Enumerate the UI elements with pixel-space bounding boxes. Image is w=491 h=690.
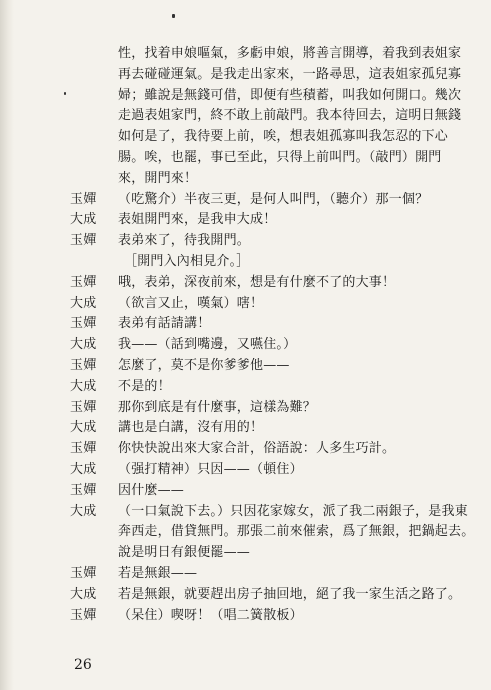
speaker-name: 大成: [70, 212, 97, 228]
script-line: [70, 460, 470, 481]
dialogue-text: 表姐開門來，是我申大成！: [118, 212, 277, 228]
script-line: [70, 502, 470, 523]
speaker-name: 玉嬋: [70, 482, 97, 498]
dialogue-text: 婦；雖說是無錢可借，即便有些積蓄，叫我如何開口。幾次: [118, 87, 462, 103]
script-line: [70, 522, 475, 543]
script-line: [70, 356, 470, 377]
dialogue-text: 因什麼——: [118, 482, 185, 498]
dialogue-text: 來，開門來！: [118, 170, 198, 186]
dialogue-text: 奔西走，借貸無門。那張二前來催索，爲了無銀，把鍋起去。: [118, 524, 475, 540]
dialogue-text: 若是無銀——: [118, 565, 198, 581]
print-speck: [64, 92, 66, 95]
speaker-name: 玉嬋: [70, 316, 97, 332]
speaker-name: 大成: [70, 420, 97, 436]
speaker-name: 玉嬋: [70, 233, 97, 249]
speaker-name: 大成: [70, 586, 97, 602]
script-line: [70, 252, 470, 273]
dialogue-text: 性，找着申娘嘔氣，多虧申娘，將善言開導，着我到表姐家: [118, 46, 462, 61]
script-line: [70, 148, 470, 169]
dialogue-text: （一口氣說下去。）只因花家嫁女，派了我二兩銀子，是我東: [118, 503, 468, 519]
stage-direction: ［開門入內相見介。］: [124, 253, 250, 269]
script-text: [70, 44, 475, 626]
speaker-name: 大成: [70, 337, 97, 353]
script-line: [70, 127, 470, 148]
dialogue-text: 再去碰碰運氣。是我走出家來，一路尋思，這表姐家孤兒寡: [118, 66, 462, 82]
dialogue-text: 若是無銀，就要趕出房子抽回地，絕了我一家生活之路了。: [118, 586, 462, 602]
script-line: [70, 314, 470, 335]
script-line: [70, 439, 470, 460]
dialogue-text: 說是明日有銀便罷——: [118, 545, 251, 561]
script-line: [70, 294, 470, 315]
speaker-name: 玉嬋: [70, 607, 97, 623]
script-line: [70, 65, 470, 86]
script-line: [70, 585, 470, 606]
script-line: [70, 543, 470, 564]
script-line: [70, 418, 470, 439]
speaker-name: 玉嬋: [70, 399, 97, 415]
dialogue-text: 腸。唉，也罷，事已至此，只得上前叫門。（敲門）開門: [118, 149, 442, 165]
script-line: [70, 106, 470, 127]
dialogue-text: 如何是了，我待要上前，唉，想表姐孤寡叫我怎忍的下心: [118, 129, 449, 145]
dialogue-text: 表弟來了，待我開門。: [118, 233, 251, 249]
scan-edge: [0, 0, 14, 690]
script-line: [70, 273, 470, 294]
script-line: [70, 335, 470, 356]
dialogue-text: 講也是白講，沒有用的！: [118, 420, 264, 436]
script-line: [70, 190, 470, 211]
speaker-name: 玉嬋: [70, 191, 97, 207]
script-line: [70, 398, 470, 419]
dialogue-text: （强打精神）只因——（頓住）: [118, 461, 303, 477]
dialogue-text: 表弟有話請講！: [118, 316, 211, 332]
speaker-name: 大成: [70, 378, 97, 394]
script-line: [70, 564, 470, 585]
dialogue-text: 走過表姐家門，終不敢上前敲門。我本待回去，這明日無錢: [118, 108, 462, 124]
dialogue-text: 不是的！: [118, 378, 171, 394]
script-line: [70, 377, 470, 398]
speaker-name: 大成: [70, 295, 97, 311]
speaker-name: 大成: [70, 461, 97, 477]
dialogue-text: 那你到底是有什麼事，這樣為難？: [118, 399, 317, 415]
script-line: [70, 169, 470, 190]
script-line: [70, 606, 470, 627]
dialogue-text: 我——（話到嘴邊，又嚥住。）: [118, 337, 297, 353]
print-speck: [172, 14, 175, 18]
dialogue-text: 哦，表弟，深夜前來，想是有什麼不了的大事！: [118, 274, 396, 290]
speaker-name: 玉嬋: [70, 441, 97, 457]
dialogue-text: （吃驚介）半夜三更，是何人叫門，（聽介）那一個？: [118, 191, 429, 207]
script-line: [70, 86, 470, 107]
script-line: [70, 481, 470, 502]
script-line: [70, 210, 470, 231]
dialogue-text: 怎麼了，莫不是你爹爹他——: [118, 357, 290, 373]
speaker-name: 玉嬋: [70, 357, 97, 373]
page-number: 26: [74, 657, 92, 673]
script-line: [70, 231, 470, 252]
speaker-name: 玉嬋: [70, 565, 97, 581]
dialogue-text: 你快快說出來大家合計，俗語說：人多生巧計。: [118, 441, 396, 457]
dialogue-text: （欲言又止，嘆氣）嗐！: [118, 295, 264, 311]
script-line: [70, 44, 470, 65]
dialogue-text: （呆住）喫呀！（唱二簧散板）: [118, 607, 303, 623]
speaker-name: 玉嬋: [70, 274, 97, 290]
speaker-name: 大成: [70, 503, 97, 519]
